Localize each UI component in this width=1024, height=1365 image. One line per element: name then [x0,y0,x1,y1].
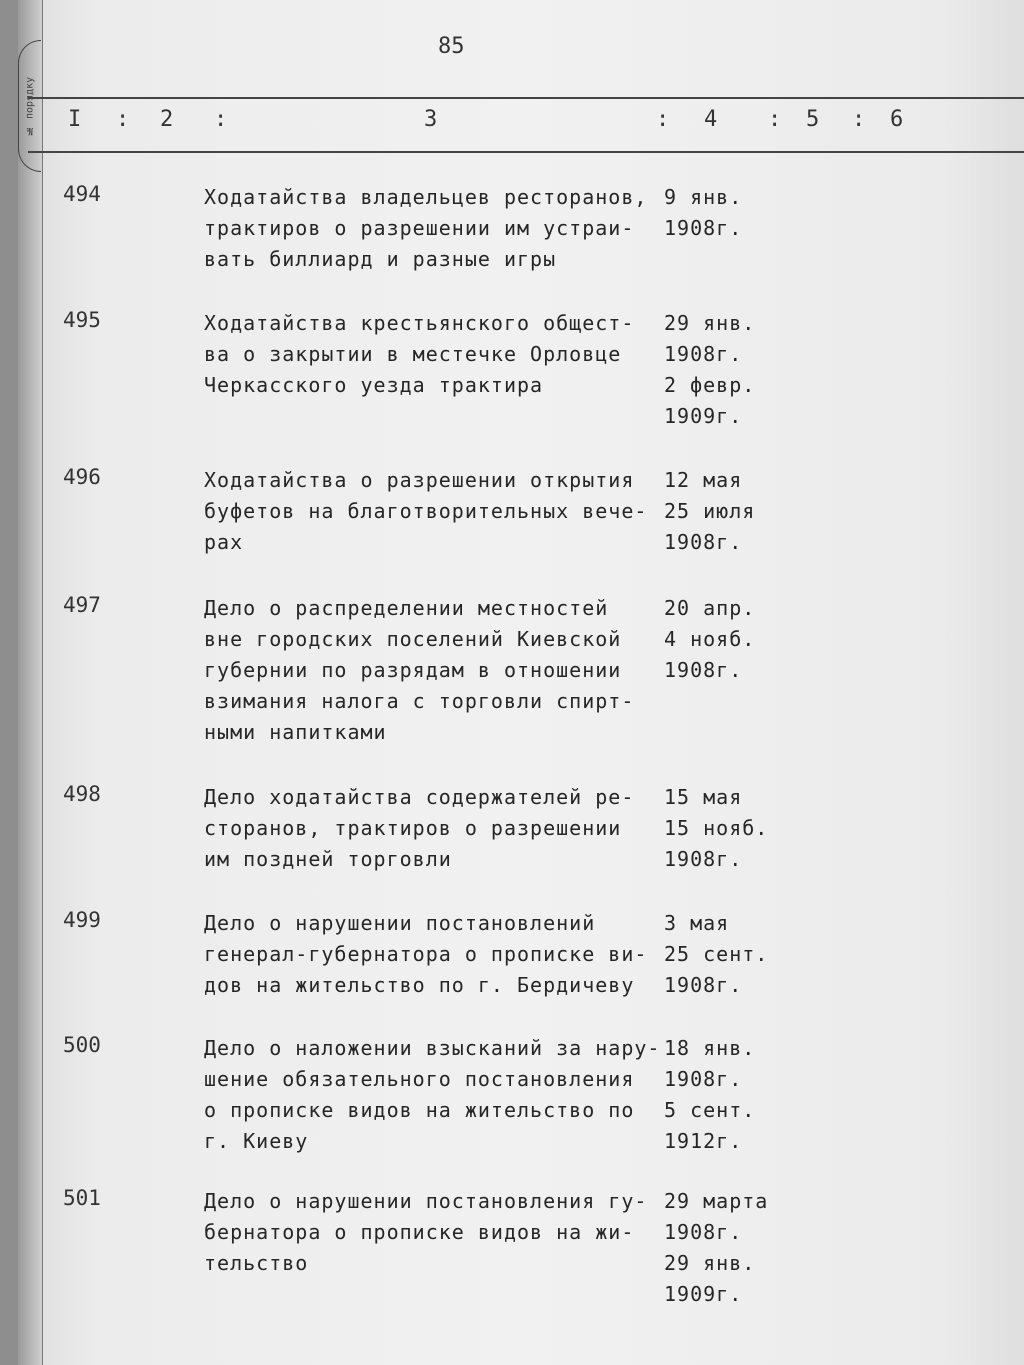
description-line: ва о закрытии в местечке Орловце [204,342,622,366]
description-line: Ходатайства владельцев ресторанов, [204,185,648,209]
entry-dates [664,182,804,244]
header-separator: : [768,107,782,132]
header-col-4: 4 [704,107,718,132]
entry-number: 500 [63,1033,101,1057]
entry-number: 494 [63,182,101,206]
date-line: 1908г. [664,530,743,554]
header-col-3: 3 [424,107,438,132]
description-line: Дело ходатайства содержателей ре- [204,785,635,809]
description-line: Дело о наложении взысканий за нару- [204,1036,661,1060]
date-line: 25 июля [664,499,756,523]
entry-number: 498 [63,782,101,806]
entry-description [204,593,674,748]
entry-number: 501 [63,1186,101,1210]
header-col-1: I [68,107,82,132]
description-line: губернии по разрядам в отношении [204,658,622,682]
entry-description [204,465,674,558]
description-line: Дело о распределении местностей [204,596,609,620]
entry-dates [664,593,804,686]
date-line: 29 марта [664,1189,769,1213]
entry-number: 499 [63,908,101,932]
header-separator: : [214,107,228,132]
description-line: взимания налога с торговли спирт- [204,689,635,713]
date-line: 1909г. [664,404,743,428]
entry-description [204,782,674,875]
description-line: г. Киеву [204,1129,309,1153]
description-line: бернатора о прописке видов на жи- [204,1220,635,1244]
date-line: 1908г. [664,342,743,366]
description-line: Черкасского уезда трактира [204,373,544,397]
date-line: 1908г. [664,658,743,682]
description-line: о прописке видов на жительство по [204,1098,635,1122]
date-line: 3 мая [664,911,730,935]
date-line: 1908г. [664,847,743,871]
entry-dates [664,465,804,558]
description-line: трактиров о разрешении им устраи- [204,216,635,240]
entry-dates [664,908,804,1001]
date-line: 1908г. [664,973,743,997]
entry-number: 495 [63,308,101,332]
description-line: Ходатайства крестьянского общест- [204,311,635,335]
description-line: Ходатайства о разрешении открытия [204,468,635,492]
document-page [18,0,1024,1365]
date-line: 25 сент. [664,942,769,966]
date-line: 15 нояб. [664,816,769,840]
description-line: дов на жительство по г. Бердичеву [204,973,635,997]
date-line: 5 сент. [664,1098,756,1122]
entry-description [204,182,674,275]
date-line: 1909г. [664,1282,743,1306]
date-line: 20 апр. [664,596,756,620]
date-line: 29 янв. [664,1251,756,1275]
description-line: Дело о нарушении постановлений [204,911,596,935]
entry-dates [664,1033,804,1157]
date-line: 12 мая [664,468,743,492]
date-line: 1908г. [664,1220,743,1244]
page-number: 85 [438,34,465,59]
date-line: 1908г. [664,1067,743,1091]
entry-dates [664,782,804,875]
margin-note: № порядку [18,40,41,172]
header-separator: : [656,107,670,132]
entry-description [204,1033,674,1157]
description-line: вне городских поселений Киевской [204,627,622,651]
entry-description [204,1186,674,1279]
description-line: ными напитками [204,720,387,744]
date-line: 15 мая [664,785,743,809]
description-line: рах [204,530,244,554]
date-line: 9 янв. [664,185,743,209]
description-line: тельство [204,1251,309,1275]
date-line: 1912г. [664,1129,743,1153]
entry-dates [664,308,804,432]
entry-description [204,908,674,1001]
description-line: вать биллиард и разные игры [204,247,557,271]
date-line: 4 нояб. [664,627,756,651]
description-line: Дело о нарушении постановления гу- [204,1189,648,1213]
date-line: 29 янв. [664,311,756,335]
date-line: 18 янв. [664,1036,756,1060]
entry-dates [664,1186,804,1310]
header-separator: : [852,107,866,132]
entry-description [204,308,674,401]
header-separator: : [116,107,130,132]
date-line: 1908г. [664,216,743,240]
previous-page-edge [18,0,43,1365]
description-line: буфетов на благотворительных вече- [204,499,648,523]
header-col-5: 5 [806,107,820,132]
entry-number: 496 [63,465,101,489]
description-line: сторанов, трактиров о разрешении [204,816,622,840]
date-line: 2 февр. [664,373,756,397]
entry-number: 497 [63,593,101,617]
header-col-2: 2 [160,107,174,132]
table-header [28,97,1024,153]
header-col-6: 6 [890,107,904,132]
description-line: генерал-губернатора о прописке ви- [204,942,648,966]
description-line: им поздней торговли [204,847,452,871]
description-line: шение обязательного постановления [204,1067,635,1091]
